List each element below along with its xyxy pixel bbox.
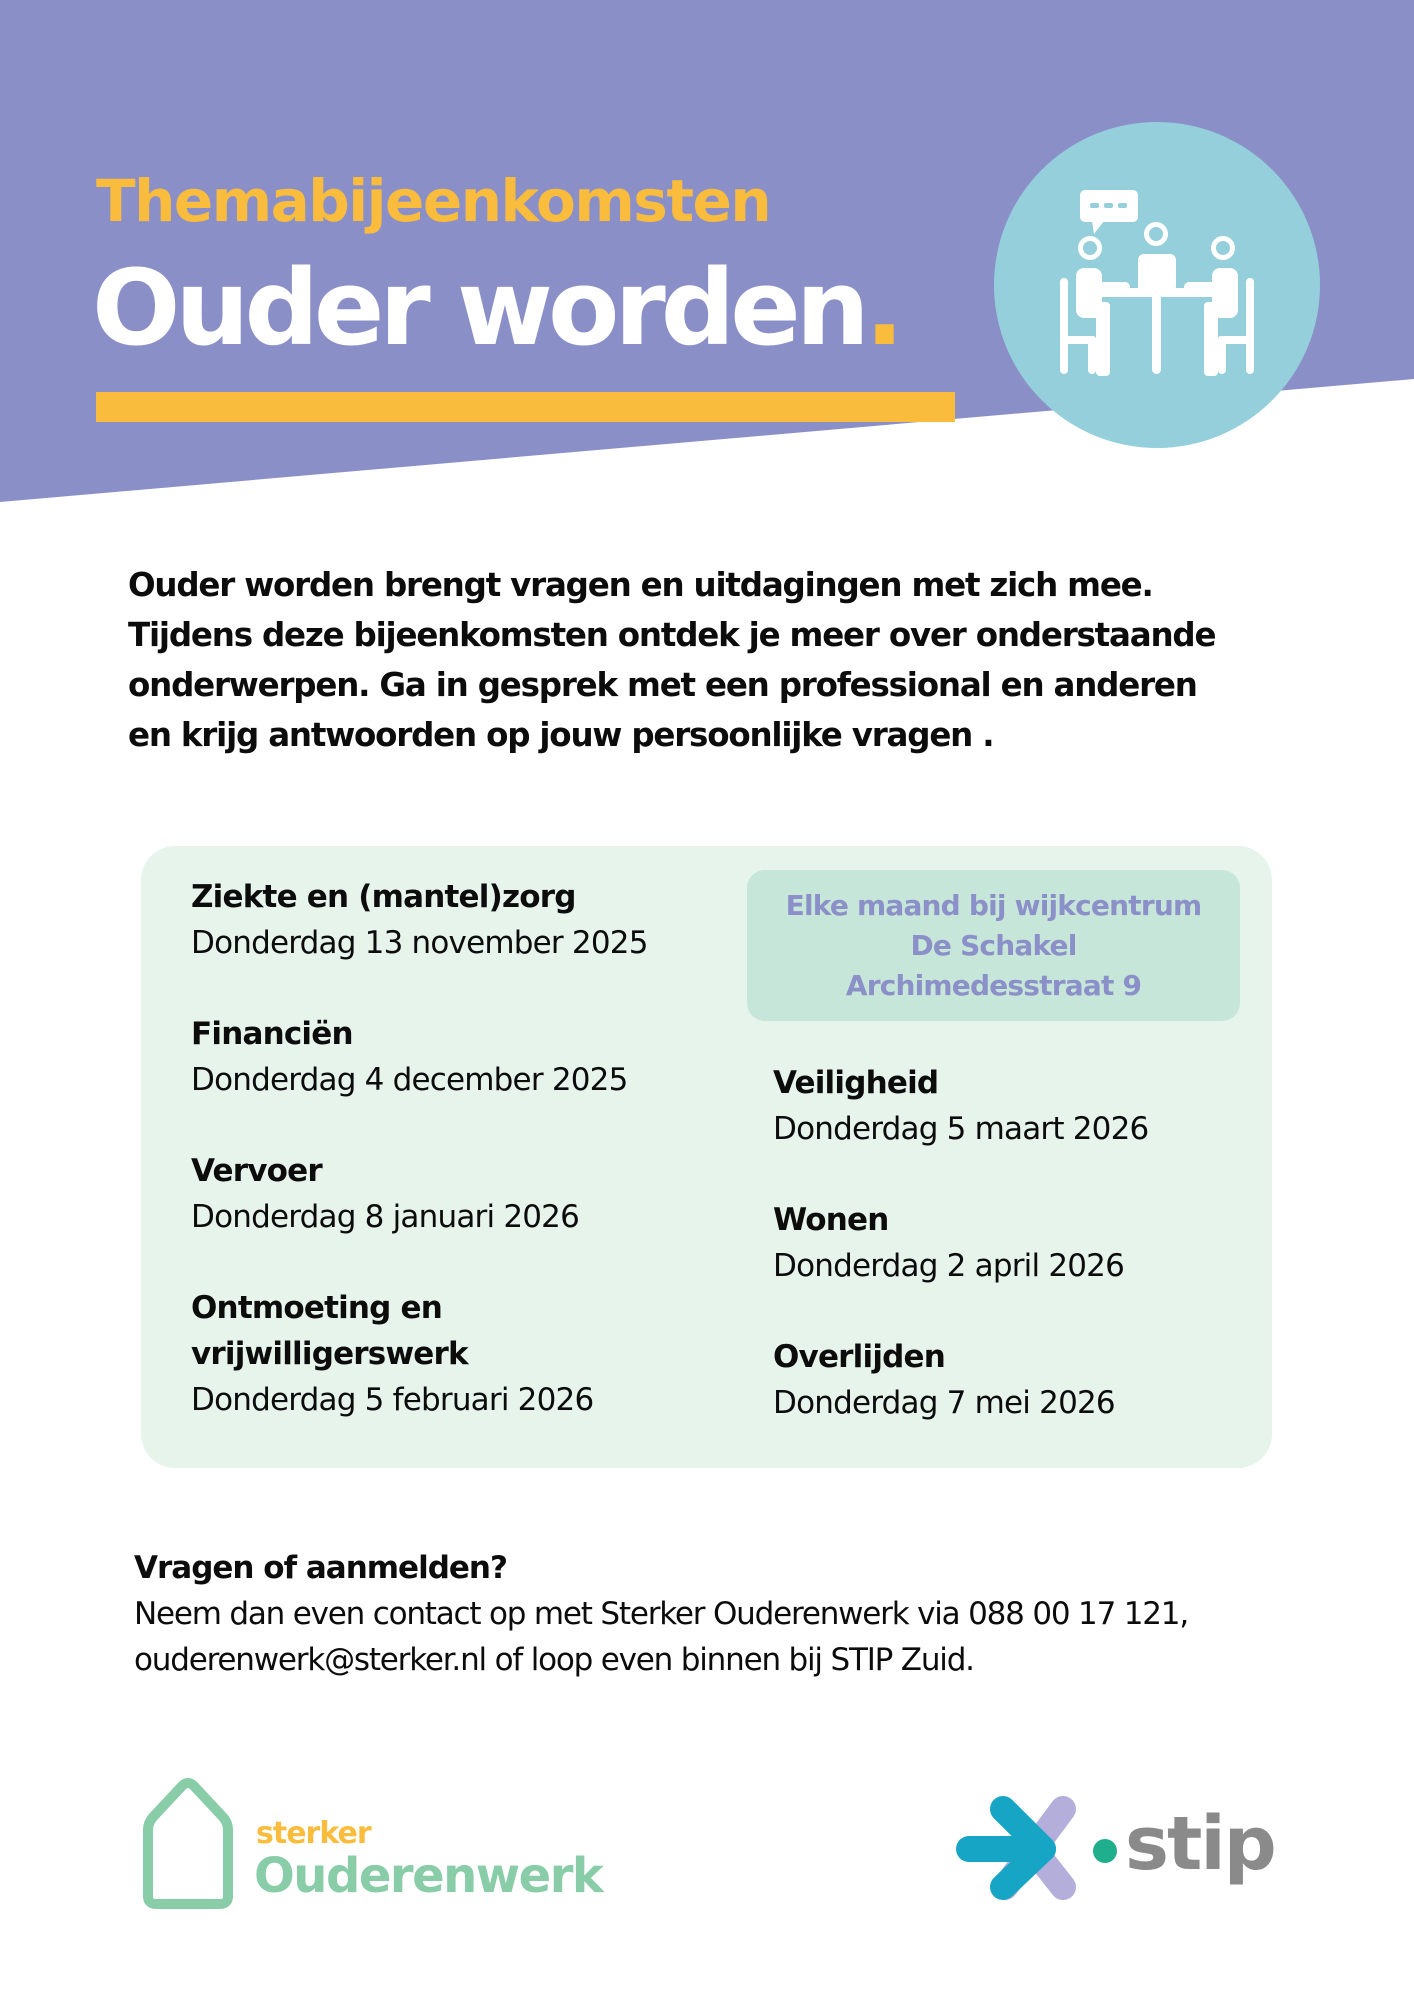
intro-line: Tijdens deze bijeenkomsten ontdek je meer over onderstaande (128, 616, 1216, 654)
event-item (191, 1285, 711, 1423)
page-title (92, 238, 899, 378)
event-item (191, 1148, 711, 1240)
event-title-line: Wonen (773, 1202, 889, 1238)
title-dot: . (864, 247, 900, 369)
event-date: Donderdag 5 maart 2026 (773, 1111, 1149, 1147)
event-date: Donderdag 8 januari 2026 (191, 1199, 580, 1235)
event-title-line: Overlijden (773, 1339, 946, 1375)
stip-logo (955, 1795, 1275, 1905)
event-item (773, 1060, 1243, 1152)
intro-line: onderwerpen. Ga in gesprek met een professional en anderen (128, 666, 1197, 704)
intro-line: en krijg antwoorden op jouw persoonlijke vragen . (128, 716, 994, 754)
event-title-line: Ontmoeting en (191, 1290, 443, 1326)
schedule-column-right (773, 1060, 1243, 1471)
event-title (773, 1197, 1243, 1243)
event-title-line: vrijwilligerswerk (191, 1336, 468, 1372)
contact-text (134, 1591, 1334, 1683)
house-outline-icon (138, 1778, 238, 1913)
contact-section (134, 1545, 1334, 1683)
contact-line: Neem dan even contact op met Sterker Ouderenwerk via 088 00 17 121, (134, 1596, 1188, 1632)
event-date: Donderdag 2 april 2026 (773, 1248, 1125, 1284)
event-title-line: Ziekte en (mantel)zorg (191, 879, 576, 915)
title-underline-bar (96, 392, 955, 422)
event-item (191, 1011, 711, 1103)
event-item (191, 874, 711, 966)
event-title (773, 1060, 1243, 1106)
sterker-wordmark-small: sterker (256, 1816, 371, 1851)
event-date: Donderdag 4 december 2025 (191, 1062, 628, 1098)
location-line: Elke maand bij wijkcentrum (785, 888, 1202, 922)
event-date: Donderdag 7 mei 2026 (773, 1385, 1115, 1421)
schedule-column-left (191, 874, 711, 1468)
location-address: Archimedesstraat 9 (845, 968, 1142, 1002)
intro-paragraph (128, 560, 1308, 760)
event-title (191, 874, 711, 920)
location-venue: De Schakel (910, 928, 1077, 962)
event-title-line: Veiligheid (773, 1065, 939, 1101)
stip-wordmark: stip (1125, 1801, 1275, 1887)
meeting-table-icon (1052, 190, 1262, 380)
sterker-ouderenwerk-logo (138, 1778, 618, 1913)
event-title-line: Vervoer (191, 1153, 322, 1189)
schedule-box (141, 846, 1272, 1468)
event-title (191, 1285, 711, 1377)
page-title-text: Ouder worden (92, 247, 865, 369)
event-date: Donderdag 13 november 2025 (191, 925, 648, 961)
event-title-line: Financiën (191, 1016, 353, 1052)
event-title (191, 1148, 711, 1194)
event-date: Donderdag 5 februari 2026 (191, 1382, 594, 1418)
intro-line: Ouder worden brengt vragen en uitdagingen met zich mee. (128, 566, 1153, 604)
sterker-wordmark-big: Ouderenwerk (254, 1848, 603, 1904)
location-badge (747, 870, 1240, 1021)
event-title (191, 1011, 711, 1057)
contact-line: ouderenwerk@sterker.nl of loop even binnen bij STIP Zuid. (134, 1642, 974, 1678)
event-item (773, 1197, 1243, 1289)
header-icon-circle (994, 122, 1320, 448)
event-title (773, 1334, 1243, 1380)
contact-title: Vragen of aanmelden? (134, 1550, 507, 1586)
header-subtitle: Themabijeenkomsten (96, 167, 771, 235)
event-item (773, 1334, 1243, 1426)
stip-cross-arrow-icon (955, 1795, 1125, 1905)
